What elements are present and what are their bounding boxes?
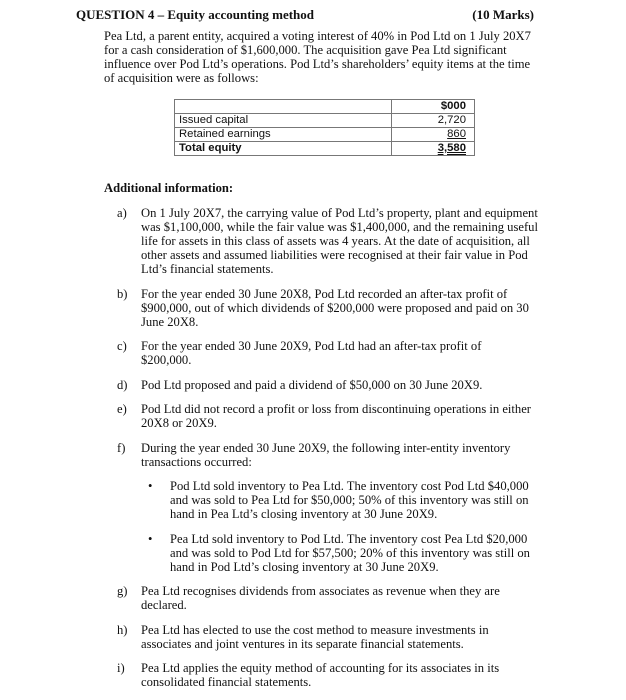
item-label: h) [117, 622, 128, 637]
list-item [117, 378, 538, 392]
item-line: associates and joint ventures in its separate financial statements. [141, 636, 464, 651]
question-marks: (10 Marks) [472, 7, 534, 22]
item-line: declared. [141, 598, 187, 612]
column-header-value: $000 [392, 100, 475, 114]
list-item [117, 623, 538, 651]
intro-paragraph [104, 29, 531, 85]
additional-info-heading: Additional information: [104, 181, 234, 195]
item-line: $900,000, out of which dividends of $200,000 were proposed and paid on 30 [141, 300, 529, 315]
item-line: Pea Ltd has elected to use the cost method to measure investments in [141, 622, 489, 637]
bullet-icon: • [148, 479, 153, 493]
intro-line: of acquisition were as follows: [104, 71, 259, 85]
item-line: During the year ended 30 June 20X9, the following inter-entity inventory [141, 440, 511, 455]
item-label: a) [117, 206, 127, 220]
question-heading [76, 7, 534, 23]
item-label: i) [117, 661, 125, 675]
item-line: Ltd’s financial statements. [141, 262, 274, 276]
intro-line: for a cash consideration of $1,600,000. The acquisition gave Pea Ltd significant [104, 43, 507, 57]
item-line: For the year ended 30 June 20X8, Pod Ltd recorded an after-tax profit of [141, 286, 508, 301]
list-item [117, 339, 538, 367]
list-item [117, 287, 538, 329]
bullet-line: and was sold to Pea Ltd for $50,000; 50% of this inventory was still on [170, 493, 529, 507]
table-row-total [175, 142, 475, 156]
list-item [117, 402, 538, 430]
item-line: transactions occurred: [141, 454, 252, 469]
item-label: g) [117, 584, 128, 598]
table-row [175, 128, 475, 142]
list-item [117, 441, 538, 469]
row-value: 2,720 [392, 114, 475, 128]
intro-line: Pea Ltd, a parent entity, acquired a voting interest of 40% in Pod Ltd on 1 July 20X7 [104, 29, 531, 43]
item-line: On 1 July 20X7, the carrying value of Pod Ltd’s property, plant and equipment [141, 206, 538, 220]
list-item [117, 661, 538, 689]
item-line: $200,000. [141, 353, 192, 367]
item-line: Pea Ltd recognises dividends from associates as revenue when they are [141, 584, 500, 598]
item-line: 20X8 or 20X9. [141, 416, 217, 430]
row-label: Total equity [175, 142, 392, 156]
item-label: f) [117, 440, 126, 455]
intro-line: influence over Pod Ltd’s operations. Pod Ltd’s shareholders’ equity items at the time [104, 57, 531, 71]
bullet-item [117, 532, 538, 574]
item-line: Pod Ltd did not record a profit or loss from discontinuing operations in either [141, 402, 531, 416]
item-line: For the year ended 30 June 20X9, Pod Ltd had an after-tax profit of [141, 339, 482, 353]
item-line: was $1,100,000, while the fair value was $1,400,000, and the remaining useful [141, 220, 538, 234]
additional-info-list [117, 206, 538, 700]
item-line: life for assets in this class of assets was 4 years. At the date of acquisition, all [141, 234, 530, 248]
bullet-line: and was sold to Pod Ltd for $57,500; 20% of this inventory was still on [170, 545, 530, 560]
row-value: 860 [447, 128, 466, 140]
row-label: Issued capital [175, 114, 392, 128]
bullet-icon: • [148, 531, 153, 546]
bullet-line: Pea Ltd sold inventory to Pod Ltd. The inventory cost Pea Ltd $20,000 [170, 531, 528, 546]
question-title: QUESTION 4 – Equity accounting method [76, 7, 315, 22]
equity-table [174, 99, 475, 156]
bullet-line: Pod Ltd sold inventory to Pea Ltd. The inventory cost Pod Ltd $40,000 [170, 479, 529, 493]
row-value: 3,580 [437, 142, 466, 154]
bullet-line: hand in Pea Ltd’s closing inventory at 30 June 20X9. [170, 507, 438, 521]
table-row [175, 114, 475, 128]
item-label: d) [117, 377, 128, 392]
item-label: c) [117, 339, 127, 353]
table-header-row [175, 100, 475, 114]
bullet-line: hand in Pod Ltd’s closing inventory at 30 June 20X9. [170, 559, 439, 574]
list-item [117, 206, 538, 276]
bullet-item [117, 479, 538, 521]
list-item [117, 584, 538, 612]
item-label: b) [117, 286, 128, 301]
item-line: other assets and assumed liabilities were recognised at their fair value in Pod [141, 248, 528, 262]
row-label: Retained earnings [175, 128, 392, 142]
item-line: Pod Ltd proposed and paid a dividend of $50,000 on 30 June 20X9. [141, 377, 483, 392]
item-label: e) [117, 402, 127, 416]
item-line: June 20X8. [141, 314, 199, 329]
item-line: consolidated financial statements. [141, 675, 312, 689]
item-line: Pea Ltd applies the equity method of accounting for its associates in its [141, 661, 500, 675]
